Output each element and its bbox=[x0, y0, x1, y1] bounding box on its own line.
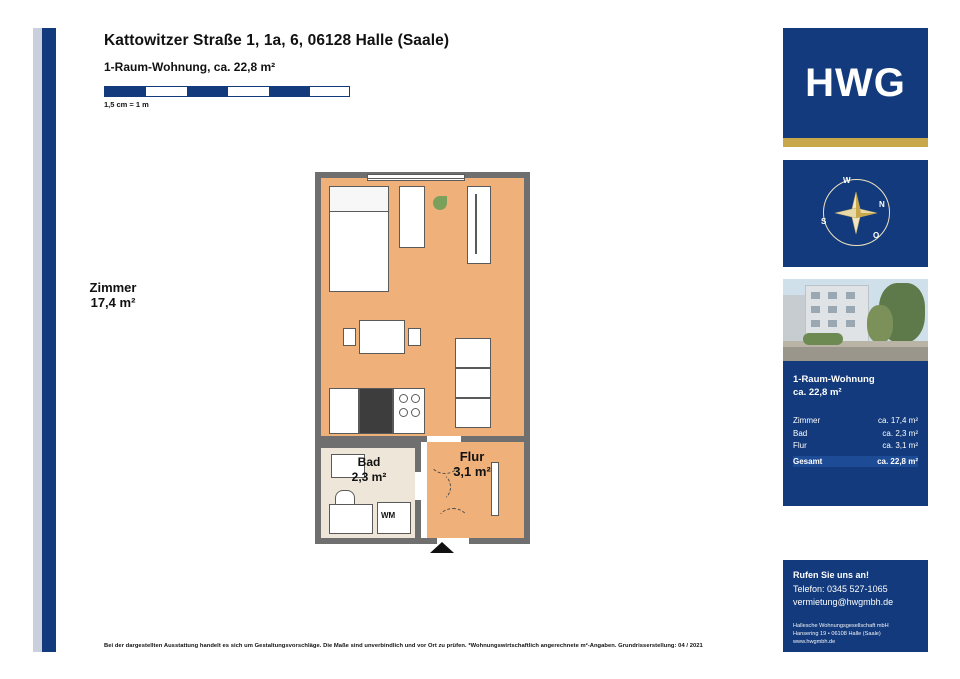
room-label-zimmer-area: 17,4 m² bbox=[90, 295, 136, 310]
info-title bbox=[793, 373, 875, 399]
contact-web[interactable]: www.hwgmbh.de bbox=[793, 639, 836, 645]
scale-segment bbox=[187, 87, 228, 96]
contact-title: Rufen Sie uns an! bbox=[793, 570, 870, 580]
room-label-flur bbox=[437, 449, 507, 479]
photo-window bbox=[828, 292, 837, 299]
window-mullion bbox=[367, 178, 465, 179]
stove-burner bbox=[411, 394, 420, 403]
page-title: Kattowitzer Straße 1, 1a, 6, 06128 Halle (Saale) bbox=[104, 32, 450, 49]
fixture-shower bbox=[329, 504, 373, 534]
furniture-chair-right bbox=[408, 328, 421, 346]
room-label-bad bbox=[334, 455, 404, 485]
furniture-sink bbox=[359, 388, 393, 434]
logo-panel bbox=[783, 28, 928, 138]
contact-panel bbox=[783, 560, 928, 652]
compass-needle-icon bbox=[835, 192, 877, 234]
room-label-zimmer bbox=[58, 280, 168, 310]
contact-address: Hansering 19 • 06108 Halle (Saale) bbox=[793, 631, 881, 637]
compass-south-label: S bbox=[821, 217, 827, 226]
floor-plan bbox=[315, 172, 530, 547]
room-label-flur-name: Flur bbox=[459, 449, 485, 464]
stove-burner bbox=[399, 394, 408, 403]
compass-east-label: O bbox=[873, 231, 880, 240]
furniture-table bbox=[359, 320, 405, 354]
contact-company: Hallesche Wohnungsgesellschaft mbH bbox=[793, 623, 889, 629]
info-total-row bbox=[793, 456, 918, 467]
furniture-kitchen-unit-1 bbox=[455, 338, 491, 368]
info-row bbox=[793, 440, 918, 453]
building-photo bbox=[783, 279, 928, 361]
contact-email[interactable]: vermietung@hwgmbh.de bbox=[793, 596, 894, 607]
contact-company-block bbox=[793, 622, 889, 646]
info-row-value: ca. 2,3 m² bbox=[882, 428, 918, 438]
info-room-table bbox=[793, 415, 918, 467]
room-label-bad-name: Bad bbox=[357, 455, 381, 469]
furniture-kitchen-unit-3 bbox=[455, 398, 491, 428]
info-row-label: Flur bbox=[793, 441, 807, 450]
compass-panel bbox=[783, 160, 928, 267]
compass-west-label: W bbox=[843, 176, 851, 185]
scale-bar bbox=[104, 86, 350, 97]
contact-phone[interactable]: Telefon: 0345 527-1065 bbox=[793, 584, 888, 594]
room-label-bad-area: 2,3 m² bbox=[351, 470, 387, 484]
photo-window bbox=[828, 306, 837, 313]
photo-window bbox=[846, 292, 855, 299]
photo-window bbox=[811, 320, 820, 327]
furniture-chair-left bbox=[343, 328, 356, 346]
left-stripe-blue bbox=[42, 28, 56, 652]
entry-marker-icon bbox=[430, 542, 454, 553]
photo-window bbox=[846, 306, 855, 313]
furniture-fridge bbox=[329, 388, 359, 434]
photo-window bbox=[828, 320, 837, 327]
door-swing-entry bbox=[435, 508, 471, 544]
scale-label: 1,5 cm = 1 m bbox=[104, 100, 149, 109]
photo-window bbox=[846, 320, 855, 327]
photo-window bbox=[811, 306, 820, 313]
furniture-kitchen-unit-2 bbox=[455, 368, 491, 398]
info-row-value: ca. 17,4 m² bbox=[877, 416, 918, 425]
info-total-value: ca. 22,8 m² bbox=[877, 456, 918, 466]
info-total-label: Gesamt bbox=[793, 456, 823, 466]
furniture-wardrobe bbox=[399, 186, 425, 248]
footer-disclaimer: Bei der dargestellten Ausstattung handelt es sich um Gestaltungsvorschläge. Die Maße sind unverbindlich und vor Ort zu prüfen. *Wohnungswirtschaftlich angerechnete m²-Angaben. Grundrisserstellung: 04 / 2021 bbox=[104, 643, 703, 649]
interior-wall-bath-top bbox=[321, 442, 415, 448]
info-row-label: Zimmer bbox=[793, 416, 821, 425]
compass-rose-icon bbox=[813, 174, 898, 254]
info-row-label: Bad bbox=[793, 428, 808, 438]
photo-tree-small bbox=[867, 305, 893, 343]
info-title-line2: ca. 22,8 m² bbox=[793, 387, 842, 398]
info-title-line1: 1-Raum-Wohnung bbox=[793, 374, 875, 385]
info-row bbox=[793, 428, 918, 441]
info-row bbox=[793, 415, 918, 428]
left-stripe-light bbox=[33, 28, 42, 652]
compass-north-label: N bbox=[879, 200, 885, 209]
furniture-cupboard bbox=[467, 186, 491, 264]
photo-bush bbox=[803, 333, 843, 345]
furniture-bed-pillow bbox=[329, 186, 389, 212]
stove-burner bbox=[399, 408, 408, 417]
apartment-info-panel bbox=[783, 361, 928, 506]
scale-segment bbox=[269, 87, 310, 96]
furniture-plant bbox=[433, 196, 447, 210]
scale-segment bbox=[105, 87, 146, 96]
room-label-flur-area: 3,1 m² bbox=[453, 464, 491, 479]
page-subtitle: 1-Raum-Wohnung, ca. 22,8 m² bbox=[104, 60, 276, 74]
furniture-cupboard-detail bbox=[475, 194, 477, 254]
furniture-stove bbox=[393, 388, 425, 434]
stove-burner bbox=[411, 408, 420, 417]
hwg-logo: HWG bbox=[805, 60, 906, 105]
logo-gold-bar bbox=[783, 138, 928, 147]
washing-machine-label: WM bbox=[381, 511, 396, 520]
photo-road bbox=[783, 347, 928, 361]
info-row-value: ca. 3,1 m² bbox=[882, 441, 918, 450]
photo-window bbox=[811, 292, 820, 299]
contact-lines bbox=[793, 583, 893, 608]
room-label-zimmer-name: Zimmer bbox=[89, 280, 137, 295]
